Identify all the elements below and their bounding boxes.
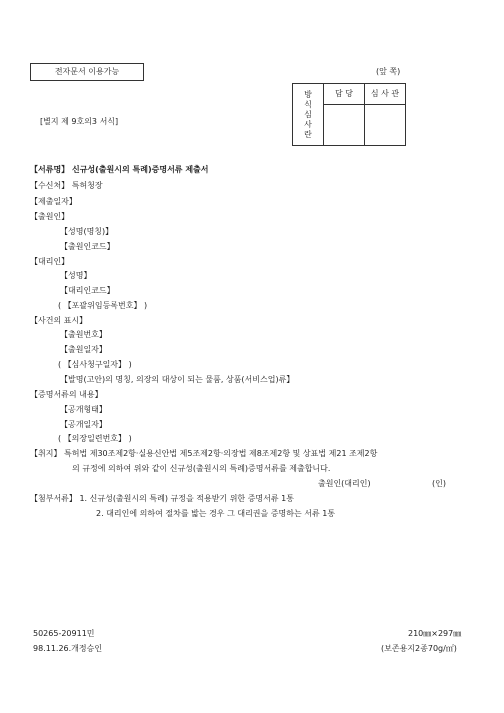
approval-cell-staff: [324, 105, 365, 146]
agent-name: 【성명】: [60, 271, 92, 280]
form-number: [별지 제 9호의3 서식]: [40, 117, 119, 126]
agent-heading: 【대리인】: [30, 257, 70, 266]
attachment-line-2: 2. 대리인에 의하여 절차를 밟는 경우 그 대리권을 증명하는 서류 1통: [96, 509, 336, 518]
application-date: 【출원일자】: [60, 345, 107, 354]
approval-col-examiner: 심 사 관: [365, 84, 406, 105]
exam-request-date: ( 【심사청구일자】 ): [58, 360, 132, 369]
purpose-line-1: 【취지】 특허법 제30조제2항·실용신안법 제5조제2항·의장법 제8조제2항 및 상표법 제21 조제2항: [30, 449, 378, 458]
purpose-line-2: 의 규정에 의하여 위와 같이 신규성(출원시의 특례)증명서류를 제출합니다.: [72, 464, 331, 473]
applicant-signature-label: 출원인(대리인): [318, 479, 371, 488]
approval-label: 방 식 심 사 란: [293, 84, 324, 146]
disclosure-date: 【공개일자】: [60, 420, 107, 429]
seal-mark: (인): [432, 479, 446, 488]
applicant-heading: 【출원인】: [30, 212, 70, 221]
approval-col-staff: 담 당: [324, 84, 365, 105]
doc-title-line: 【서류명】 신규성(출원시의 특례)증명서류 제출서: [30, 165, 209, 174]
proof-content-heading: 【증명서류의 내용】: [30, 390, 103, 399]
attachment-line-1: 【첨부서류】 1. 신규성(출원시의 특례) 규정을 적용받기 위한 증명서류 1통: [30, 494, 294, 503]
agent-code: 【대리인코드】: [60, 286, 115, 295]
applicant-name: 【성명(명칭)】: [60, 227, 114, 236]
design-serial-no: ( 【의장일련번호】 ): [58, 434, 132, 443]
recipient-line: 【수신처】 특허청장: [30, 181, 103, 190]
approval-table: [292, 83, 406, 146]
submit-date-line: 【제출일자】: [30, 197, 77, 206]
power-of-attorney-no: ( 【포괄위임등록번호】 ): [58, 301, 148, 310]
e-document-label: 전자문서 이용가능: [54, 67, 120, 76]
case-heading: 【사건의 표시】: [30, 316, 88, 325]
footer-paper-size: 210㎜×297㎜: [408, 629, 462, 638]
footer-paper-type: (보존용지2종70g/㎡): [381, 644, 457, 653]
application-number: 【출원번호】: [60, 330, 107, 339]
invention-title: 【발명(고안)의 명칭, 의장의 대상이 되는 물품, 상품(서비스업)류】: [60, 375, 295, 384]
disclosure-type: 【공개형태】: [60, 405, 107, 414]
front-page-label: (앞 쪽): [376, 67, 401, 76]
footer-revision-date: 98.11.26.개정승인: [33, 644, 103, 653]
approval-cell-examiner: [365, 105, 406, 146]
e-document-badge: [30, 63, 144, 81]
applicant-code: 【출원인코드】: [60, 242, 115, 251]
footer-form-code: 50265-20911민: [33, 629, 95, 638]
